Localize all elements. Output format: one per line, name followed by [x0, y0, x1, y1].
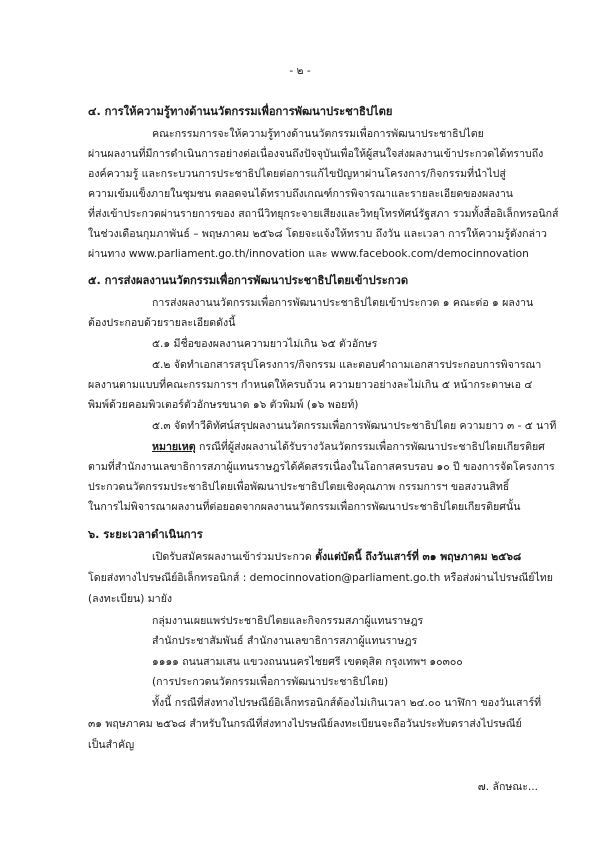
section-5-intro: การส่งผลงานนวัตกรรมเพื่อการพัฒนาประชาธิปไตยเข้าประกวด ๑ คณะต่อ ๑ ผลงาน [152, 297, 534, 309]
section-6-submission: โดยส่งทางไปรษณีย์อิเล็กทรอนิกส์ : democinnovation@parliament.go.th หรือส่งผ่านไปรษณีย์ไทย [88, 572, 553, 584]
address-line: (การประกวดนวัตกรรมเพื่อการพัฒนาประชาธิปไตย) [152, 676, 389, 688]
section-5-item-3: ๕.๓ จัดทำวีดิทัศน์สรุปผลงานนวัตกรรมเพื่อการพัฒนาประชาธิปไตย ความยาว ๓ - ๕ นาที [152, 420, 557, 432]
section-5-heading: ๕. การส่งผลงานนวัตกรรมเพื่อการพัฒนาประชาธิปไตยเข้าประกวด [88, 274, 409, 287]
section-6-period [152, 550, 521, 564]
address-line: กลุ่มงานเผยแพร่ประชาธิปไตยและกิจกรรมสภาผู้แทนราษฎร [152, 615, 424, 627]
period-dates: ตั้งแต่บัดนี้ ถึงวันเสาร์ที่ ๓๑ พฤษภาคม ๒๕๖๘ [315, 551, 522, 563]
period-text: เปิดรับสมัครผลงานเข้าร่วมประกวด [152, 551, 316, 563]
section-4-links: ผ่านทาง www.parliament.go.th/innovation และ www.facebook.com/democinnovation [88, 248, 529, 260]
section-4-line: ในช่วงเดือนกุมภาพันธ์ – พฤษภาคม ๒๕๖๘ โดยจะแจ้งให้ทราบ ถึงวัน และเวลา การให้ความรู้ดังกล่าว [88, 228, 547, 240]
section-4-line: คณะกรรมการจะให้ความรู้ทางด้านนวัตกรรมเพื่อการพัฒนาประชาธิปไตย [152, 128, 484, 140]
section-5-note [152, 440, 545, 454]
section-4-line: องค์ความรู้ และกระบวนการประชาธิปไตยต่อการแก้ไขปัญหาผ่านโครงการ/กิจกรรมที่นำไปสู่ [88, 168, 506, 180]
address-line: สำนักประชาสัมพันธ์ สำนักงานเลขาธิการสภาผู้แทนราษฎร [152, 635, 418, 647]
section-5-intro: ต้องประกอบด้วยรายละเอียดดังนี้ [88, 317, 236, 329]
section-4-line: ความเข้มแข็งภายในชุมชน ตลอดจนได้ทราบถึงเกณฑ์การพิจารณาและรายละเอียดของผลงาน [88, 188, 514, 200]
section-4-line: ที่ส่งเข้าประกวดผ่านรายการของ สถานีวิทยุกระจายเสียงและวิทยุโทรทัศน์รัฐสภา รวมทั้งสื่ออิเล็กทรอนิกส์ [88, 208, 559, 220]
deadline-line: ๓๑ พฤษภาคม ๒๕๖๘ สำหรับในกรณีที่ส่งทางไปรษณีย์ลงทะเบียนจะถือวันประทับตราส่งไปรษณีย์ [88, 718, 522, 730]
note-text: กรณีที่ผู้ส่งผลงานได้รับรางวัลนวัตกรรมเพื่อการพัฒนาประชาธิปไตยเกียรติยศ [195, 441, 545, 453]
section-6-submission-cont: (ลงทะเบียน) มายัง [88, 593, 173, 605]
section-4-line: ผ่านผลงานที่มีการดำเนินการอย่างต่อเนื่องจนถึงปัจจุบันเพื่อให้ผู้สนใจส่งผลงานเข้าประกวดได้ทราบถึง [88, 148, 544, 160]
section-5-item-2-cont: พิมพ์ด้วยคอมพิวเตอร์ตัวอักษรขนาด ๑๖ ตัวพิมพ์ (๑๖ พอยท์) [88, 399, 359, 411]
section-6-heading: ๖. ระยะเวลาดำเนินการ [88, 528, 203, 541]
section-5-note-cont: ตามที่สำนักงานเลขาธิการสภาผู้แทนราษฎรได้คัดสรรเนื่องในโอกาสครบรอบ ๑๐ ปี ของการจัดโครงการ [88, 461, 555, 473]
section-4-heading: ๔. การให้ความรู้ทางด้านนวัตกรรมเพื่อการพัฒนาประชาธิปไตย [88, 105, 393, 118]
deadline-line: ทั้งนี้ กรณีที่ส่งทางไปรษณีย์อิเล็กทรอนิกส์ต้องไม่เกินเวลา ๒๔.๐๐ นาฬิกา ของวันเสาร์ที่ [152, 697, 542, 709]
page-number: - ๒ - [289, 65, 311, 77]
section-5-note-cont: ประกวดนวัตกรรมประชาธิปไตยเพื่อพัฒนาประชาธิปไตยเชิงคุณภาพ กรรมการฯ ขอสงวนสิทธิ์ [88, 481, 510, 493]
continuation-marker: ๗. ลักษณะ... [477, 781, 538, 793]
section-5-item-2-cont: ผลงานตามแบบที่คณะกรรมการฯ กำหนดให้ครบถ้วน ความยาวอย่างละไม่เกิน ๕ หน้ากระดาษเอ ๔ [88, 379, 533, 391]
section-5-note-cont: ในการไม่พิจารณาผลงานที่ต่อยอดจากผลงานนวัตกรรมเพื่อการพัฒนาประชาธิปไตยเกียรติยศนั้น [88, 501, 521, 513]
section-5-item-1: ๕.๑ มีชื่อของผลงานความยาวไม่เกิน ๖๕ ตัวอักษร [152, 338, 378, 350]
note-label: หมายเหตุ [152, 441, 196, 453]
section-5-item-2: ๕.๒ จัดทำเอกสารสรุปโครงการ/กิจกรรม และตอบคำถามเอกสารประกอบการพิจารณา [152, 359, 542, 371]
deadline-line: เป็นสำคัญ [88, 739, 135, 751]
address-line: ๑๑๑๑ ถนนสามเสน แขวงถนนนครไชยศรี เขตดุสิต กรุงเทพฯ ๑๐๓๐๐ [152, 656, 463, 668]
